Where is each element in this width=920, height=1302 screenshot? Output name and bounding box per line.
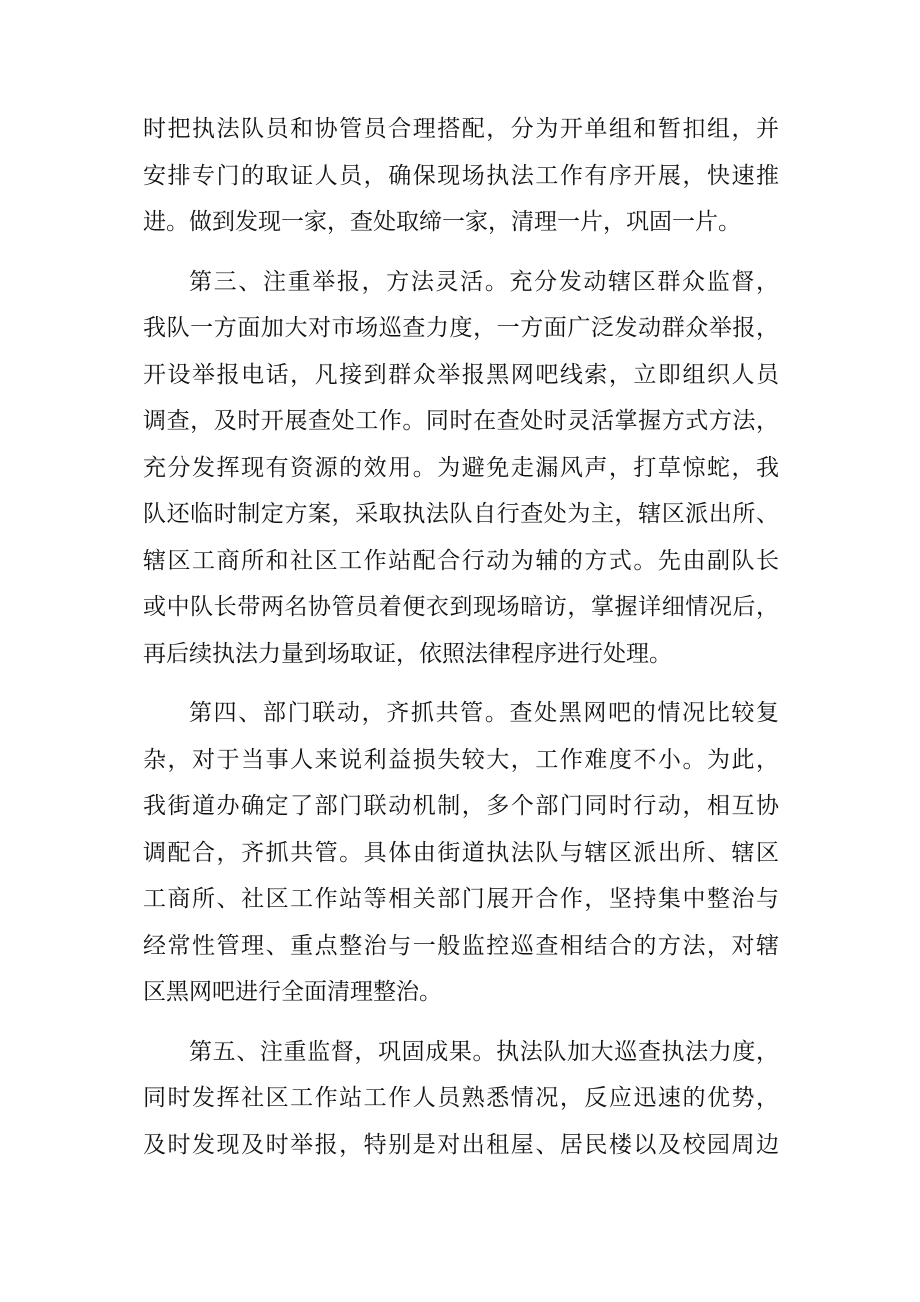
text-line: 经常性管理、重点整治与一般监控巡查相结合的方法，对辖 — [143, 932, 779, 959]
paragraph-3 — [143, 690, 779, 1016]
text-line: 充分发挥现有资源的效用。为避免走漏风声，打草惊蛇，我 — [143, 454, 779, 481]
text-line: 我街道办确定了部门联动机制，多个部门同时行动，相互协 — [143, 793, 779, 819]
text-line: 我队一方面加大对市场巡查力度，一方面广泛发动群众举报， — [143, 315, 779, 341]
paragraph-4 — [143, 1029, 779, 1169]
text-line: 及时发现及时举报，特别是对出租屋、居民楼以及校园周边 — [143, 1131, 779, 1158]
text-line: 第五、注重监督，巩固成果。执法队加大巡查执法力度， — [189, 1038, 779, 1065]
text-line: 或中队长带两名协管员着便衣到现场暗访，掌握详细情况后， — [143, 594, 779, 620]
text-line: 同时发挥社区工作站工作人员熟悉情况，反应迅速的优势， — [143, 1085, 779, 1111]
text-line: 进。做到发现一家，查处取缔一家，清理一片，巩固一片。 — [143, 209, 741, 235]
paragraph-2 — [143, 259, 779, 678]
text-line: 开设举报电话，凡接到群众举报黑网吧线索，立即组织人员 — [143, 361, 779, 388]
text-line: 区黑网吧进行全面清理整治。 — [143, 979, 442, 1005]
text-line: 工商所、社区工作站等相关部门展开合作，坚持集中整治与 — [143, 886, 779, 912]
document-body — [143, 106, 779, 1168]
paragraph-spacer — [143, 1016, 779, 1029]
text-line: 辖区工商所和社区工作站配合行动为辅的方式。先由副队长 — [143, 547, 779, 574]
text-line: 时把执法队员和协管员合理搭配，分为开单组和暂扣组，并 — [143, 116, 779, 142]
text-line: 调查，及时开展查处工作。同时在查处时灵活掌握方式方法， — [143, 408, 779, 434]
text-line: 再后续执法力量到场取证，依照法律程序进行处理。 — [143, 640, 672, 667]
text-line: 队还临时制定方案，采取执法队自行查处为主，辖区派出所、 — [143, 501, 779, 527]
text-line: 第四、部门联动，齐抓共管。查处黑网吧的情况比较复 — [189, 700, 779, 726]
paragraph-spacer — [143, 677, 779, 690]
text-line: 第三、注重举报，方法灵活。充分发动辖区群众监督， — [189, 268, 779, 295]
text-line: 安排专门的取证人员，确保现场执法工作有序开展，快速推 — [143, 162, 779, 189]
text-line: 杂，对于当事人来说利益损失较大，工作难度不小。为此， — [143, 746, 779, 773]
paragraph-spacer — [143, 246, 779, 259]
paragraph-1 — [143, 106, 779, 246]
text-line: 调配合，齐抓共管。具体由街道执法队与辖区派出所、辖区 — [143, 839, 779, 866]
